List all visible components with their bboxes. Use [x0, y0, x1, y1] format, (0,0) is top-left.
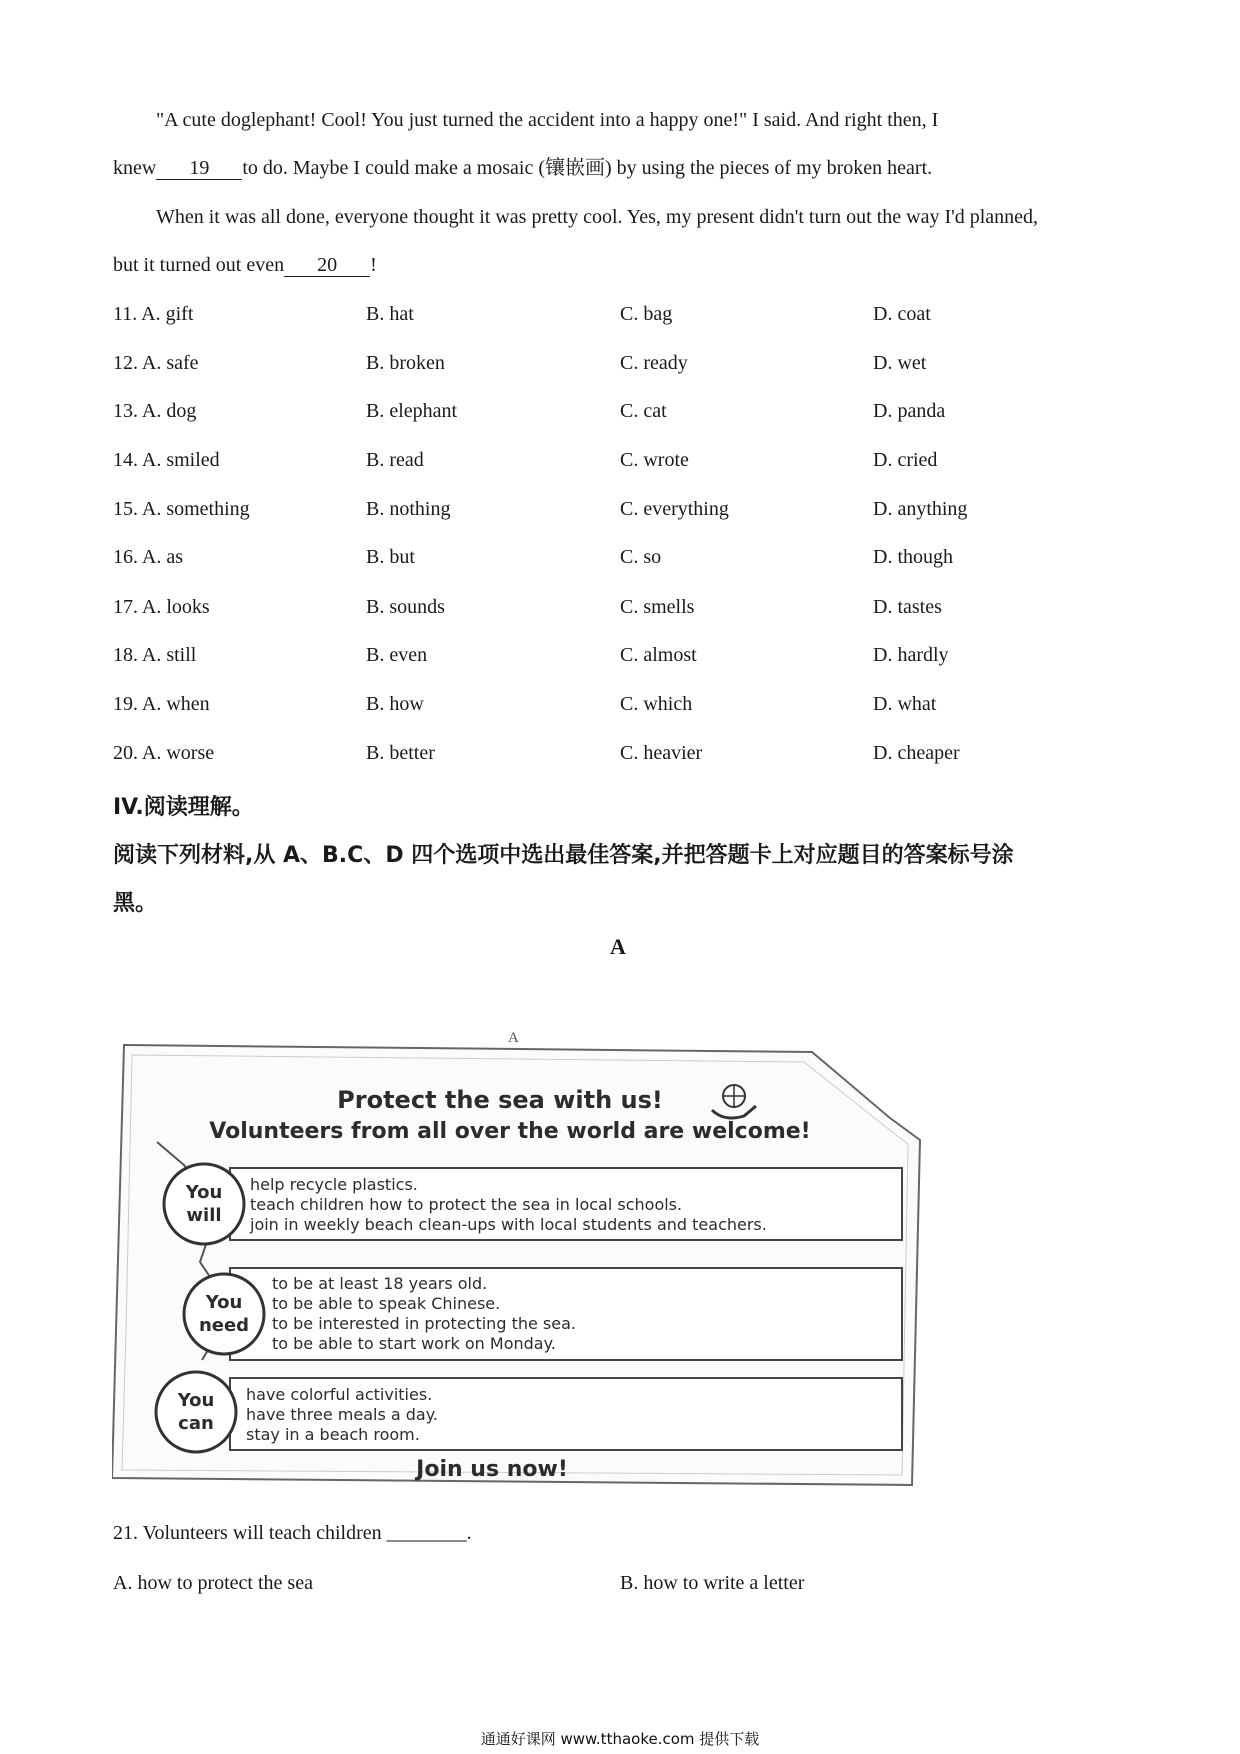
option-row [113, 352, 1113, 378]
option-row [113, 693, 1113, 719]
section-instruction: 黑。 [113, 891, 158, 916]
passage-text: but it turned out even [113, 254, 285, 276]
option: D. anything [873, 498, 968, 520]
poster-corner-mark: A [508, 1030, 519, 1046]
option: D. cried [873, 449, 938, 471]
option: B. hat [366, 303, 414, 325]
option-row [113, 449, 1113, 475]
option: 12. A. safe [113, 352, 199, 374]
question-21-option-a: A. how to protect the sea [113, 1572, 313, 1594]
poster-item: help recycle plastics. [250, 1175, 418, 1194]
poster-item: join in weekly beach clean-ups with local students and teachers. [250, 1215, 767, 1234]
option: B. even [366, 644, 428, 666]
option: 13. A. dog [113, 400, 197, 422]
option: B. nothing [366, 498, 451, 520]
option-row [113, 596, 1113, 622]
option: D. coat [873, 303, 931, 325]
option: C. so [620, 546, 662, 568]
option: 11. A. gift [113, 303, 194, 325]
option: 20. A. worse [113, 742, 215, 764]
passage-line [113, 156, 1133, 180]
poster-item: to be able to start work on Monday. [272, 1334, 556, 1353]
poster-footer: Join us now! [416, 1457, 568, 1482]
poster-item: to be able to speak Chinese. [272, 1294, 501, 1313]
option: B. elephant [366, 400, 458, 422]
circle-label: need [198, 1315, 250, 1336]
option: B. how [366, 693, 424, 715]
poster-item: to be at least 18 years old. [272, 1274, 488, 1293]
poster-image [112, 1030, 922, 1490]
blank-19: 19 [156, 157, 242, 180]
option-row [113, 644, 1113, 670]
option: B. read [366, 449, 424, 471]
option: 16. A. as [113, 546, 183, 568]
option: C. everything [620, 498, 729, 520]
option: 14. A. smiled [113, 449, 220, 471]
option: B. sounds [366, 596, 445, 618]
question-21-stem: 21. Volunteers will teach children ________. [113, 1522, 472, 1544]
passage-line: "A cute doglephant! Cool! You just turned the accident into a happy one!" I said. And right then, I [156, 109, 939, 131]
option: D. hardly [873, 644, 949, 666]
option: C. almost [620, 644, 697, 666]
circle-label: will [186, 1205, 222, 1226]
poster-item: to be interested in protecting the sea. [272, 1314, 576, 1333]
option: D. panda [873, 400, 946, 422]
option: B. but [366, 546, 415, 568]
option: C. ready [620, 352, 688, 374]
option: C. cat [620, 400, 667, 422]
option: D. cheaper [873, 742, 960, 764]
passage-text: knew [113, 157, 157, 179]
option: C. wrote [620, 449, 689, 471]
option: B. better [366, 742, 435, 764]
poster-item: have colorful activities. [246, 1385, 433, 1404]
option: D. tastes [873, 596, 942, 618]
question-21-option-b: B. how to write a letter [620, 1572, 805, 1594]
passage-line: When it was all done, everyone thought it was pretty cool. Yes, my present didn't turn out the way I'd planned, [156, 206, 1039, 228]
option-row [113, 546, 1113, 572]
poster-item: stay in a beach room. [246, 1425, 420, 1444]
option-row [113, 303, 1113, 329]
option: B. broken [366, 352, 445, 374]
option: C. heavier [620, 742, 703, 764]
option: D. wet [873, 352, 927, 374]
option: C. which [620, 693, 693, 715]
option: 19. A. when [113, 693, 210, 715]
circle-label: can [178, 1413, 214, 1434]
poster-item: have three meals a day. [246, 1405, 438, 1424]
circle-label: You [185, 1182, 223, 1203]
passage-text: ! [370, 254, 377, 276]
option: 15. A. something [113, 498, 250, 520]
option: C. smells [620, 596, 695, 618]
option-row [113, 400, 1113, 426]
option: C. bag [620, 303, 673, 325]
option: 17. A. looks [113, 596, 210, 618]
page-footer: 通通好课网 www.tthaoke.com 提供下载 [480, 1730, 760, 1748]
passage-line [113, 253, 1133, 277]
blank-20: 20 [284, 254, 370, 277]
option-row [113, 498, 1113, 524]
poster-item: teach children how to protect the sea in local schools. [250, 1195, 683, 1214]
passage-label: A [610, 934, 626, 959]
option: 18. A. still [113, 644, 197, 666]
circle-label: You [205, 1292, 243, 1313]
option-row [113, 742, 1113, 768]
section-title: IV.阅读理解。 [113, 795, 254, 820]
poster-subtitle: Volunteers from all over the world are welcome! [209, 1119, 811, 1144]
section-instruction: 阅读下列材料,从 A、B.C、D 四个选项中选出最佳答案,并把答题卡上对应题目的答案标号涂 [113, 843, 1014, 868]
option: D. what [873, 693, 937, 715]
poster-title: Protect the sea with us! [337, 1086, 663, 1114]
passage-text: to do. Maybe I could make a mosaic (镶嵌画) by using the pieces of my broken heart. [242, 157, 933, 179]
option: D. though [873, 546, 953, 568]
circle-label: You [177, 1390, 215, 1411]
